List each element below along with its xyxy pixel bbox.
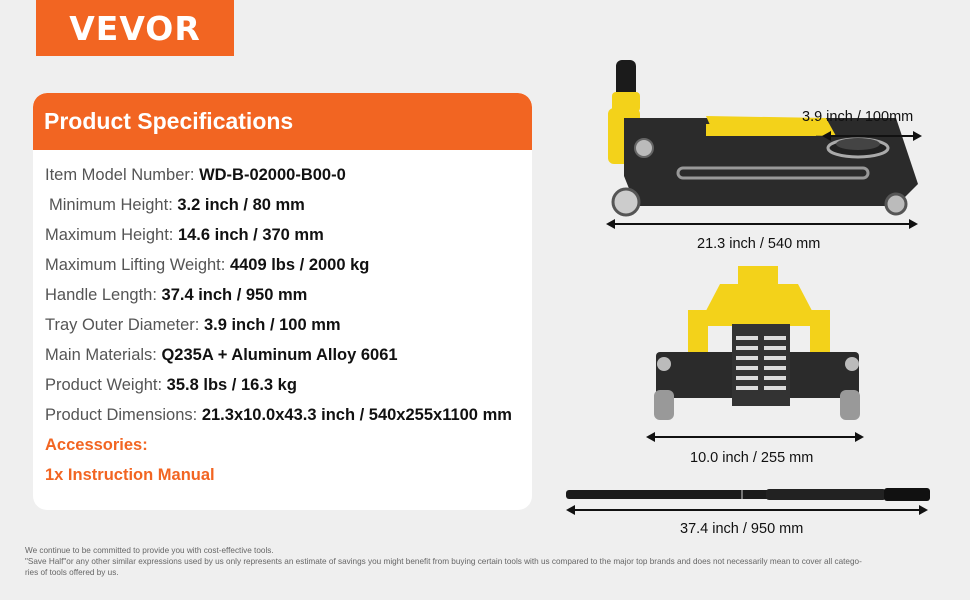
spec-value: Q235A + Aluminum Alloy 6061 xyxy=(161,346,398,364)
spec-title: Product Specifications xyxy=(33,93,532,150)
jack-front-view-image xyxy=(650,264,865,434)
disclaimer-line: We continue to be committed to provide you with cost-effective tools. xyxy=(25,546,274,555)
spec-row-max-weight xyxy=(45,253,512,283)
jack-handle-image xyxy=(566,486,932,504)
spec-label: Product Weight: xyxy=(45,376,167,394)
spec-row-dimensions xyxy=(45,403,512,433)
accessories-title: Accessories: xyxy=(45,436,148,454)
spec-label: Item Model Number: xyxy=(45,166,200,184)
disclaimer-footer xyxy=(25,545,955,578)
spec-label: Minimum Height: xyxy=(49,196,178,214)
spec-label: Product Dimensions: xyxy=(45,406,202,424)
accessories-item: 1x Instruction Manual xyxy=(45,466,215,484)
spec-list xyxy=(45,163,512,493)
length-dimension-arrow xyxy=(606,217,918,231)
vevor-logo: VEVOR xyxy=(36,0,234,56)
spec-label: Tray Outer Diameter: xyxy=(45,316,204,334)
spec-label: Handle Length: xyxy=(45,286,162,304)
spec-row-model xyxy=(45,163,512,193)
spec-value: 3.9 inch / 100 mm xyxy=(203,316,341,334)
tray-dimension-label: 3.9 inch / 100mm xyxy=(802,109,914,125)
length-dimension-label: 21.3 inch / 540 mm xyxy=(697,236,821,252)
spec-row-product-weight xyxy=(45,373,512,403)
spec-value: 3.2 inch / 80 mm xyxy=(177,196,305,214)
spec-row-max-height xyxy=(45,223,512,253)
handle-dimension-arrow xyxy=(566,503,928,517)
spec-value: WD-B-02000-B00-0 xyxy=(199,166,346,184)
disclaimer-line: ries of tools offered by us. xyxy=(25,568,119,577)
spec-row-tray-diameter xyxy=(45,313,512,343)
width-dimension-label: 10.0 inch / 255 mm xyxy=(690,450,814,466)
spec-value: 35.8 lbs / 16.3 kg xyxy=(166,376,297,394)
spec-row-materials xyxy=(45,343,512,373)
handle-dimension-label: 37.4 inch / 950 mm xyxy=(680,521,804,537)
spec-label: Maximum Height: xyxy=(45,226,178,244)
spec-label: Main Materials: xyxy=(45,346,162,364)
spec-value: 37.4 inch / 950 mm xyxy=(161,286,308,304)
spec-row-min-height xyxy=(45,193,512,223)
spec-card xyxy=(33,93,532,510)
spec-value: 4409 lbs / 2000 kg xyxy=(229,256,370,274)
spec-row-handle-length xyxy=(45,283,512,313)
spec-value: 14.6 inch / 370 mm xyxy=(177,226,324,244)
tray-dimension-arrow xyxy=(822,128,922,144)
width-dimension-arrow xyxy=(646,430,864,444)
spec-value: 21.3x10.0x43.3 inch / 540x255x1100 mm xyxy=(201,406,512,424)
disclaimer-line: "Save Half"or any other similar expressions used by us only represents an estimate of savings you might benefit from buying certain tools with us compared to the major top brands and does not necessarily mean to cover all catego- xyxy=(25,557,862,566)
spec-label: Maximum Lifting Weight: xyxy=(45,256,230,274)
